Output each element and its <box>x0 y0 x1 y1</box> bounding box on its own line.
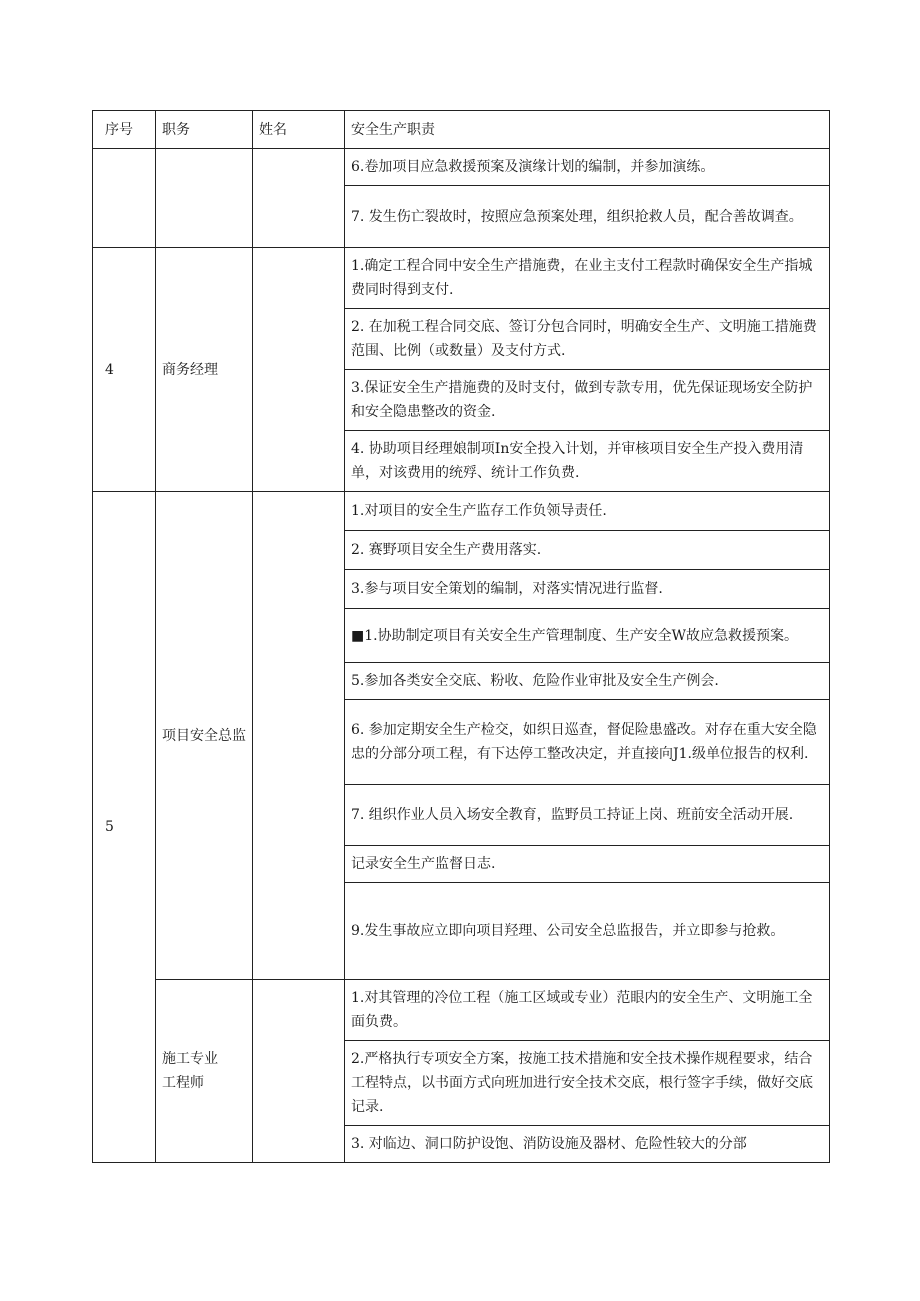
duty-item: 9.发生事故应立即向项目羟理、公司安全总监报告，并立即参与抢救。 <box>345 883 830 980</box>
header-duty: 安全生产职责 <box>345 111 830 149</box>
duty-item: 3. 对临边、洞口防护设饱、消防设施及器材、危险性较大的分部 <box>345 1126 830 1163</box>
header-row <box>93 111 830 149</box>
seq-cell: 4 <box>93 248 156 492</box>
seq-cell <box>93 149 156 248</box>
table-row <box>93 980 830 1041</box>
duty-item: 6.卷加项目应急救援预案及演缘计划的编制，并参加演练。 <box>345 149 830 186</box>
name-cell <box>253 980 345 1163</box>
name-cell <box>253 248 345 492</box>
duty-item: 2. 赛野项目安全生产费用落实. <box>345 531 830 570</box>
role-cell <box>156 980 253 1163</box>
duty-item: 2. 在加税工程合同交底、签订分包合同时，明确安全生产、文明施工措施费范围、比例（或数量）及支付方式. <box>345 309 830 370</box>
role-cell <box>156 149 253 248</box>
duty-item: 3.参与项目安全策划的编制，对落实情况进行监督. <box>345 570 830 609</box>
responsibility-table <box>92 110 830 1163</box>
role-line: 施工专业 <box>162 1051 218 1067</box>
duty-item: 1.对项目的安全生产监存工作负领导责任. <box>345 492 830 531</box>
duty-item: 1.对其管理的冷位工程（施工区域或专业）范眼内的安全生产、文明施工全面负费。 <box>345 980 830 1041</box>
duty-item: ■1.协助制定项目有关安全生产管理制度、生产安全W故应急救援预案。 <box>345 609 830 663</box>
header-seq: 序号 <box>93 111 156 149</box>
duty-item: 1.确定工程合同中安全生产措施费，在业主支付工程款时确保安全生产指城费同时得到支付. <box>345 248 830 309</box>
name-cell <box>253 149 345 248</box>
duty-item: 4. 协助项目经理娘制项In安全投入计划，并审核项目安全生产投入费用清单，对该费用的统殍、统计工作负费. <box>345 431 830 492</box>
duty-item: 7. 发生伤亡裂故时，按照应急预案处理，组织抢救人员，配合善故调查。 <box>345 186 830 248</box>
duty-item: 2.严格执行专项安全方案，按施工技术措施和安全技术操作规程要求，结合工程特点，以书面方式向班加进行安全技术交底，根行签字手续，做好交底记录. <box>345 1041 830 1126</box>
duty-item: 5.参加各类安全交底、粉收、危险作业审批及安全生产例会. <box>345 663 830 700</box>
table-row <box>93 492 830 531</box>
role-cell: 商务经理 <box>156 248 253 492</box>
role-line: 工程师 <box>162 1075 204 1091</box>
header-role: 职务 <box>156 111 253 149</box>
table-row <box>93 248 830 309</box>
header-name: 姓名 <box>253 111 345 149</box>
name-cell <box>253 492 345 980</box>
duty-item: 3.保证安全生产措施费的及时支付，做到专款专用，优先保证现场安全防护和安全隐患整改的资金. <box>345 370 830 431</box>
duty-item: 7. 组织作业人员入场安全教育，监野员工持证上岗、班前安全活动开展. <box>345 785 830 846</box>
role-cell: 项目安全总监 <box>156 492 253 980</box>
duty-item: 记录安全生产监督日志. <box>345 846 830 883</box>
duty-item: 6. 参加定期安全生产检交，如织日巡查，督促险患盛改。对存在重大安全隐忠的分部分项工程，有下达停工整改决定，并直接向J1.级单位报告的权利. <box>345 700 830 785</box>
seq-cell: 5 <box>93 492 156 1163</box>
table-row <box>93 149 830 186</box>
